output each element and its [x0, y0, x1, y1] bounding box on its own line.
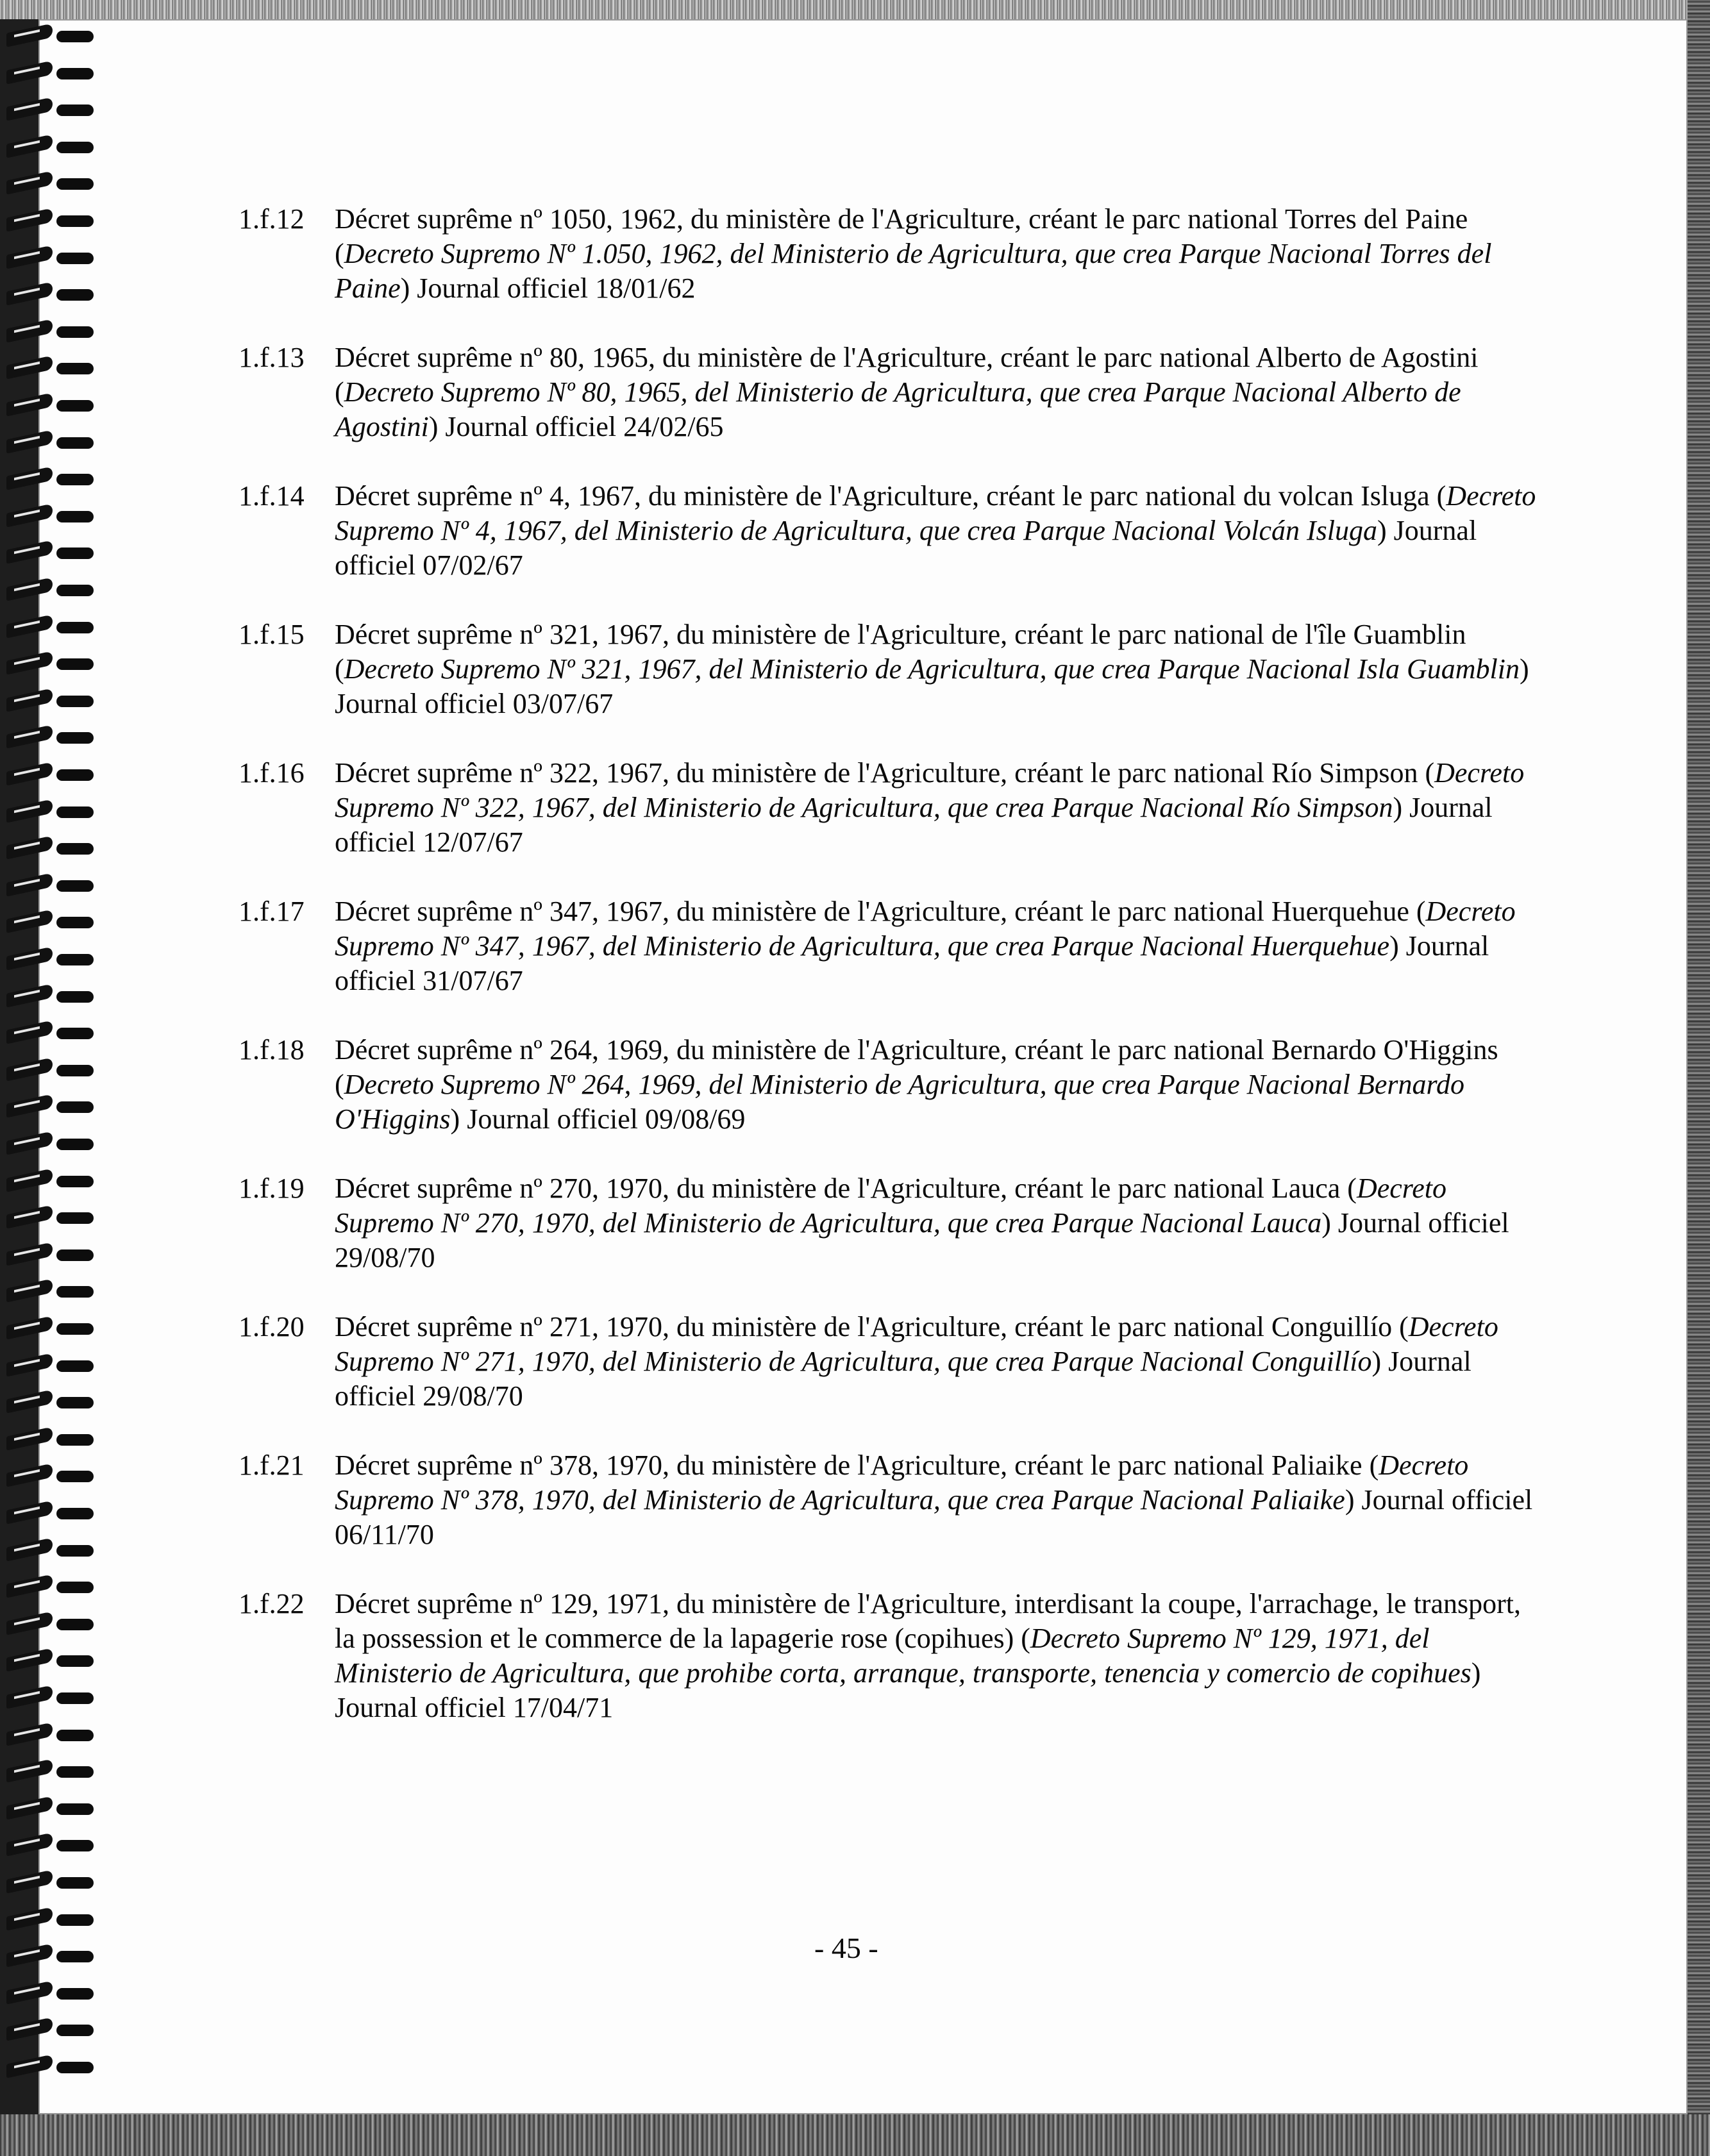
spiral-coil: [6, 949, 95, 968]
entry-spanish-title: Decreto Supremo Nº 270, 1970, del Ministerio de Agricultura, que crea Parque Nacional Lauca: [335, 1173, 1447, 1239]
decree-entry: [239, 1448, 1533, 1587]
spiral-coil: [6, 321, 95, 340]
entry-code: 1.f.18: [239, 1034, 305, 1065]
entry-journal-ref: ) Journal officiel 06/11/70: [335, 1484, 1533, 1550]
spiral-coil: [6, 1650, 95, 1669]
spiral-coil: [6, 137, 95, 156]
spiral-coil: [6, 1835, 95, 1854]
entry-code: 1.f.19: [239, 1173, 305, 1204]
entry-code: 1.f.21: [239, 1450, 305, 1481]
spiral-coil: [6, 2019, 95, 2039]
spiral-coil: [6, 1946, 95, 1965]
entry-lead: Décret suprême nº 347, 1967, du ministère de l'Agriculture, créant le parc national Huerquehue (: [335, 896, 1426, 927]
spiral-coil: [6, 432, 95, 451]
spiral-coil: [6, 469, 95, 488]
entry-lead: Décret suprême nº 322, 1967, du ministère de l'Agriculture, créant le parc national Río Simpson (: [335, 757, 1435, 789]
spiral-coil: [6, 1576, 95, 1596]
entry-lead: Décret suprême nº 129, 1971, du ministère de l'Agriculture, interdisant la coupe, l'arrachage, le transport, la possession et le commerce de la lapagerie rose (copihues) (: [335, 1588, 1521, 1654]
entry-text: [335, 340, 1540, 444]
scan-edge-top: [0, 0, 1710, 19]
entry-spanish-title: Decreto Supremo Nº 378, 1970, del Ministerio de Agricultura, que crea Parque Nacional Paliaike: [335, 1450, 1469, 1516]
spiral-coil: [6, 838, 95, 857]
spiral-coil: [6, 1392, 95, 1411]
entry-lead: Décret suprême nº 4, 1967, du ministère de l'Agriculture, créant le parc national du volcan Isluga (: [335, 480, 1446, 512]
decree-entry: [239, 894, 1521, 1033]
spiral-coil: [6, 247, 95, 267]
spiral-coil: [6, 284, 95, 303]
decree-entry: [239, 1310, 1521, 1448]
entry-code: 1.f.14: [239, 480, 305, 512]
entry-text: [335, 1033, 1540, 1137]
decree-list: [239, 202, 1536, 1725]
entry-journal-ref: ) Journal officiel 17/04/71: [335, 1657, 1481, 1723]
entry-lead: Décret suprême nº 270, 1970, du ministère de l'Agriculture, créant le parc national Lauca (: [335, 1173, 1357, 1204]
spiral-coil: [6, 1725, 95, 1744]
entry-journal-ref: ) Journal officiel 07/02/67: [335, 515, 1477, 581]
scan-edge-right: [1688, 0, 1710, 2156]
spiral-coil: [6, 1355, 95, 1375]
spiral-coil: [6, 801, 95, 821]
entry-text: [335, 1448, 1540, 1552]
spiral-coil: [6, 1614, 95, 1633]
entry-code: 1.f.17: [239, 896, 305, 927]
decree-entry: [239, 1171, 1521, 1310]
spiral-coil: [6, 1687, 95, 1707]
entry-spanish-title: Decreto Supremo Nº 322, 1967, del Ministerio de Agricultura, que crea Parque Nacional Río Simpson: [335, 757, 1525, 823]
decree-entry: [239, 756, 1525, 894]
entry-journal-ref: ) Journal officiel 24/02/65: [428, 411, 724, 442]
spiral-coil: [6, 1540, 95, 1559]
spiral-coil: [6, 1207, 95, 1226]
spiral-coil: [6, 653, 95, 673]
entry-lead: Décret suprême nº 264, 1969, du ministère de l'Agriculture, créant le parc national Bernardo O'Higgins (: [335, 1034, 1498, 1100]
entry-text: [335, 1310, 1540, 1414]
spiral-coil: [6, 690, 95, 710]
spiral-coil: [6, 1281, 95, 1300]
entry-code: 1.f.20: [239, 1311, 305, 1342]
entry-code: 1.f.13: [239, 342, 305, 373]
scan-edge-bottom: [0, 2114, 1710, 2156]
spiral-coil: [6, 542, 95, 562]
decree-entry: [239, 479, 1536, 617]
entry-spanish-title: Decreto Supremo Nº 321, 1967, del Ministerio de Agricultura, que crea Parque Nacional Isla Guamblin: [344, 653, 1520, 685]
spiral-coil: [6, 1244, 95, 1264]
entry-spanish-title: Decreto Supremo Nº 129, 1971, del Ministerio de Agricultura, que prohibe corta, arranque, transporte, tenencia y comercio de copihues: [335, 1623, 1471, 1689]
spiral-coil: [6, 63, 95, 82]
entry-spanish-title: Decreto Supremo Nº 80, 1965, del Ministerio de Agricultura, que crea Parque Nacional Alberto de Agostini: [335, 376, 1461, 442]
spiral-coil: [6, 2057, 95, 2076]
spiral-coil: [6, 395, 95, 414]
spiral-coil: [6, 99, 95, 119]
spiral-coil: [6, 875, 95, 894]
decree-entry: [239, 617, 1529, 756]
entry-code: 1.f.16: [239, 757, 305, 789]
spiral-coil: [6, 1466, 95, 1485]
spiral-coil: [6, 986, 95, 1005]
entry-spanish-title: Decreto Supremo Nº 271, 1970, del Ministerio de Agricultura, que crea Parque Nacional Conguillío: [335, 1311, 1498, 1377]
spiral-coil: [6, 1429, 95, 1448]
entry-spanish-title: Decreto Supremo Nº 347, 1967, del Ministerio de Agricultura, que crea Parque Nacional Huerquehue: [335, 896, 1516, 962]
entry-lead: Décret suprême nº 80, 1965, du ministère de l'Agriculture, créant le parc national Alberto de Agostini (: [335, 342, 1479, 408]
entry-journal-ref: ) Journal officiel 29/08/70: [335, 1346, 1471, 1412]
entry-code: 1.f.22: [239, 1588, 305, 1619]
spiral-coil: [6, 580, 95, 599]
spiral-coil: [6, 210, 95, 230]
entry-text: [335, 1587, 1540, 1725]
spiral-coil: [6, 1983, 95, 2002]
decree-entry: [239, 202, 1521, 340]
spiral-coil: [6, 506, 95, 525]
entry-text: [335, 202, 1540, 306]
page-number: - 45 -: [814, 1932, 878, 1964]
spiral-coil: [6, 358, 95, 377]
entry-lead: Décret suprême nº 321, 1967, du ministère de l'Agriculture, créant le parc national de l'île Guamblin (: [335, 619, 1466, 685]
spiral-binding: [0, 26, 96, 2116]
entry-spanish-title: Decreto Supremo Nº 264, 1969, del Ministerio de Agricultura, que crea Parque Nacional Bernardo O'Higgins: [335, 1069, 1464, 1135]
decree-entry: [239, 1033, 1521, 1171]
entry-spanish-title: Decreto Supremo Nº 1.050, 1962, del Ministerio de Agricultura, que crea Parque Nacional Torres del Paine: [335, 238, 1492, 304]
spiral-coil: [6, 1096, 95, 1116]
spiral-coil: [6, 1503, 95, 1522]
entry-text: [335, 756, 1540, 860]
spiral-coil: [6, 1909, 95, 1928]
spiral-coil: [6, 26, 95, 45]
decree-entry: [239, 1587, 1521, 1725]
spiral-coil: [6, 173, 95, 192]
entry-lead: Décret suprême nº 1050, 1962, du ministère de l'Agriculture, créant le parc national Torres del Paine (: [335, 203, 1468, 269]
spiral-coil: [6, 1060, 95, 1079]
spiral-coil: [6, 1761, 95, 1780]
entry-journal-ref: ) Journal officiel 09/08/69: [450, 1103, 746, 1135]
entry-lead: Décret suprême nº 378, 1970, du ministère de l'Agriculture, créant le parc national Paliaike (: [335, 1450, 1379, 1481]
entry-code: 1.f.15: [239, 619, 305, 650]
spiral-coil: [6, 617, 95, 636]
entry-journal-ref: ) Journal officiel 18/01/62: [400, 272, 696, 304]
spiral-coil: [6, 1133, 95, 1153]
entry-text: [335, 617, 1540, 721]
entry-journal-ref: ) Journal officiel 29/08/70: [335, 1207, 1509, 1273]
entry-spanish-title: Decreto Supremo Nº 4, 1967, del Ministerio de Agricultura, que crea Parque Nacional Volcán Isluga: [335, 480, 1536, 546]
entry-code: 1.f.12: [239, 203, 305, 235]
entry-journal-ref: ) Journal officiel 12/07/67: [335, 792, 1493, 858]
spiral-coil: [6, 1798, 95, 1818]
entry-text: [335, 479, 1540, 583]
spiral-coil: [6, 1023, 95, 1042]
spiral-coil: [6, 1171, 95, 1190]
entry-text: [335, 1171, 1540, 1275]
entry-journal-ref: ) Journal officiel 03/07/67: [335, 653, 1529, 719]
spiral-coil: [6, 912, 95, 931]
spiral-coil: [6, 1872, 95, 1891]
decree-entry: [239, 340, 1521, 479]
spiral-coil: [6, 1318, 95, 1337]
entry-text: [335, 894, 1540, 998]
entry-journal-ref: ) Journal officiel 31/07/67: [335, 930, 1489, 996]
spiral-coil: [6, 764, 95, 783]
entry-lead: Décret suprême nº 271, 1970, du ministère de l'Agriculture, créant le parc national Conguillío (: [335, 1311, 1409, 1342]
spiral-coil: [6, 727, 95, 746]
